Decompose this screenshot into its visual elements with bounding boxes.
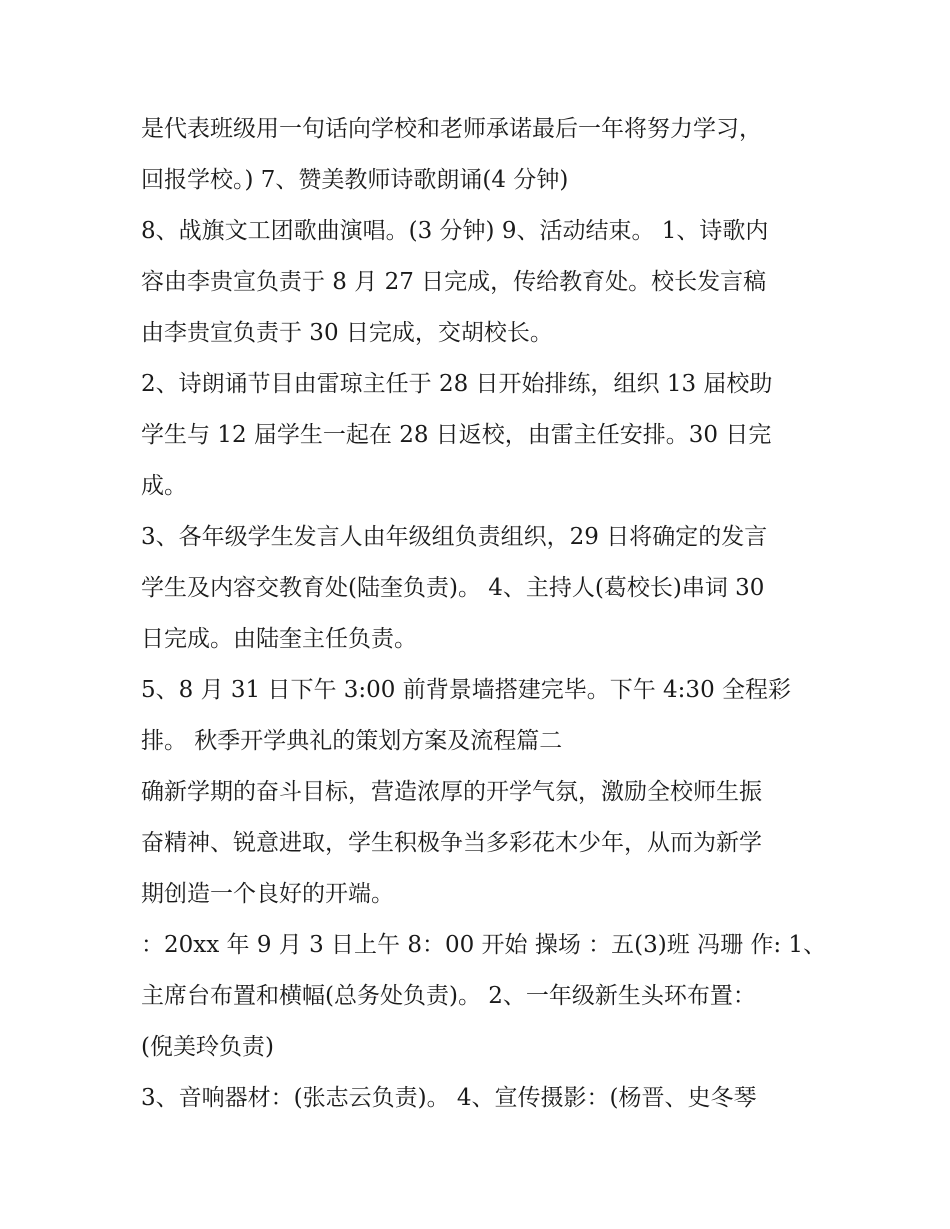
text-line-7: 学生与 12 届学生一起在 28 日返校，由雷主任安排。30 日完 (141, 422, 772, 448)
text-line-8: 成。 (141, 473, 187, 499)
text-line-19: (倪美玲负责) (141, 1034, 274, 1060)
text-line-13: 排。 秋季开学典礼的策划方案及流程篇二 (141, 728, 563, 754)
text-line-3: 8、战旗文工团歌曲演唱。(3 分钟) 9、活动结束。 1、诗歌内 (141, 218, 769, 244)
text-line-9: 3、各年级学生发言人由年级组负责组织，29 日将确定的发言 (141, 524, 768, 550)
text-line-20: 3、音响器材：(张志云负责)。 4、宣传摄影：(杨晋、史冬琴 (141, 1085, 757, 1111)
text-line-5: 由李贵宣负责于 30 日完成，交胡校长。 (141, 320, 553, 346)
text-line-1: 是代表班级用一句话向学校和老师承诺最后一年将努力学习， (141, 116, 762, 142)
text-line-14: 确新学期的奋斗目标，营造浓厚的开学气氛，激励全校师生振 (141, 779, 762, 805)
text-line-16: 期创造一个良好的开端。 (141, 881, 394, 907)
text-line-18: 主席台布置和横幅(总务处负责)。 2、一年级新生头环布置： (141, 983, 756, 1009)
text-line-15: 奋精神、锐意进取，学生积极争当多彩花木少年，从而为新学 (141, 830, 762, 856)
text-line-17: ：20xx 年 9 月 3 日上午 8：00 开始 操场 ：五(3)班 冯珊 作: 1、 (141, 932, 827, 958)
text-line-11: 日完成。由陆奎主任负责。 (141, 626, 417, 652)
text-line-10: 学生及内容交教育处(陆奎负责)。 4、主持人(葛校长)串词 30 (141, 575, 765, 601)
document-body (141, 104, 841, 1124)
text-line-6: 2、诗朗诵节目由雷琼主任于 28 日开始排练，组织 13 届校助 (141, 371, 773, 397)
text-line-4: 容由李贵宣负责于 8 月 27 日完成，传给教育处。校长发言稿 (141, 269, 767, 295)
text-line-2: 回报学校。) 7、赞美教师诗歌朗诵(4 分钟) (141, 167, 569, 193)
text-line-12: 5、8 月 31 日下午 3:00 前背景墙搭建完毕。下午 4:30 全程彩 (141, 677, 792, 703)
